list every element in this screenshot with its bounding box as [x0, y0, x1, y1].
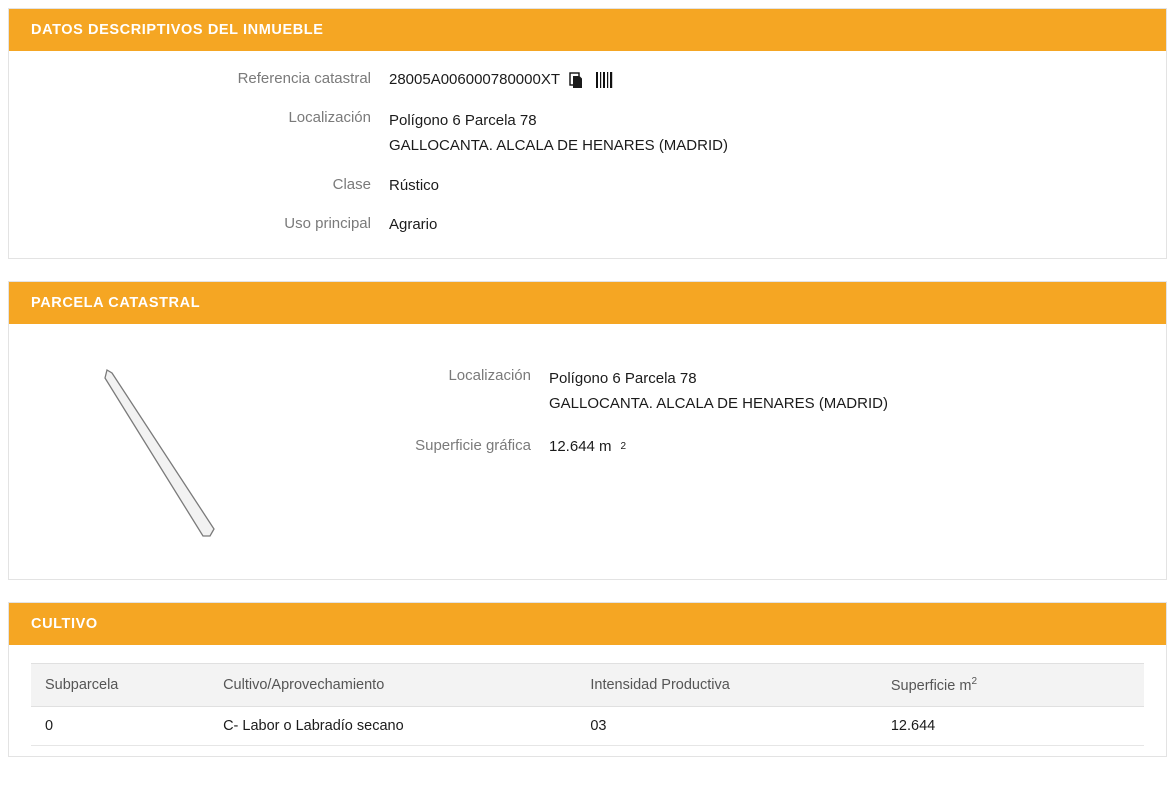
value-localizacion-parcela [549, 366, 888, 416]
cell-superficie: 12.644 [877, 706, 1144, 745]
field-referencia-catastral [9, 69, 1166, 91]
field-clase [9, 175, 1166, 197]
panel-body-datos-descriptivos [9, 51, 1166, 258]
value-superficie-grafica: 12.644 m [549, 438, 612, 455]
panel-title-cultivo: CULTIVO [9, 603, 1166, 645]
panel-title-datos-descriptivos: DATOS DESCRIPTIVOS DEL INMUEBLE [9, 9, 1166, 51]
field-superficie-grafica [309, 436, 1166, 458]
panel-cultivo [8, 602, 1167, 757]
label-localizacion-parcela: Localización [448, 367, 531, 384]
localizacion-parcela-line1: Polígono 6 Parcela 78 [549, 370, 697, 387]
localizacion-parcela-line2: GALLOCANTA. ALCALA DE HENARES (MADRID) [549, 395, 888, 412]
panel-title-parcela-catastral: PARCELA CATASTRAL [9, 282, 1166, 324]
value-uso-principal: Agrario [389, 216, 438, 233]
column-header-cultivo-label: Cultivo/Aprovechamiento [223, 676, 385, 693]
column-header-superficie-exponent: 2 [971, 676, 978, 687]
cell-cultivo: C- Labor o Labradío secano [209, 706, 576, 745]
value-superficie-grafica-group [549, 436, 626, 458]
barcode-icon[interactable] [595, 72, 615, 88]
label-clase: Clase [332, 176, 371, 193]
column-header-superficie [877, 664, 1144, 707]
column-header-intensidad-label: Intensidad Productiva [590, 676, 730, 693]
value-referencia-catastral-group [389, 69, 615, 91]
field-localizacion-parcela [309, 366, 1166, 416]
column-header-subparcela-label: Subparcela [45, 676, 119, 693]
cultivo-table-wrap [9, 645, 1166, 756]
column-header-cultivo [209, 664, 576, 707]
localizacion-inmueble-line2: GALLOCANTA. ALCALA DE HENARES (MADRID) [389, 137, 728, 154]
cell-subparcela: 0 [31, 706, 209, 745]
cultivo-table [31, 663, 1144, 746]
cell-intensidad: 03 [576, 706, 877, 745]
parcel-map-thumbnail[interactable] [9, 354, 309, 559]
value-referencia-catastral: 28005A006000780000XT [389, 71, 560, 88]
value-localizacion-inmueble [389, 108, 728, 158]
label-localizacion-inmueble: Localización [288, 109, 371, 126]
field-uso-principal [9, 214, 1166, 236]
field-localizacion-inmueble [9, 108, 1166, 158]
value-clase: Rústico [389, 177, 440, 194]
table-header-row [31, 664, 1144, 707]
parcel-fields [309, 354, 1166, 478]
copy-document-icon[interactable] [569, 72, 586, 89]
label-superficie-grafica: Superficie gráfica [415, 437, 531, 454]
panel-parcela-catastral [8, 281, 1167, 580]
column-header-intensidad [576, 664, 877, 707]
column-header-superficie-label: Superficie m [890, 677, 972, 694]
label-referencia-catastral: Referencia catastral [237, 70, 371, 87]
panel-body-parcela-catastral [9, 324, 1166, 579]
column-header-subparcela [31, 664, 209, 707]
superficie-grafica-unit-exponent: 2 [620, 441, 627, 452]
panel-datos-descriptivos [8, 8, 1167, 259]
localizacion-inmueble-line1: Polígono 6 Parcela 78 [389, 112, 537, 129]
label-uso-principal: Uso principal [284, 215, 371, 232]
table-row [31, 706, 1144, 745]
